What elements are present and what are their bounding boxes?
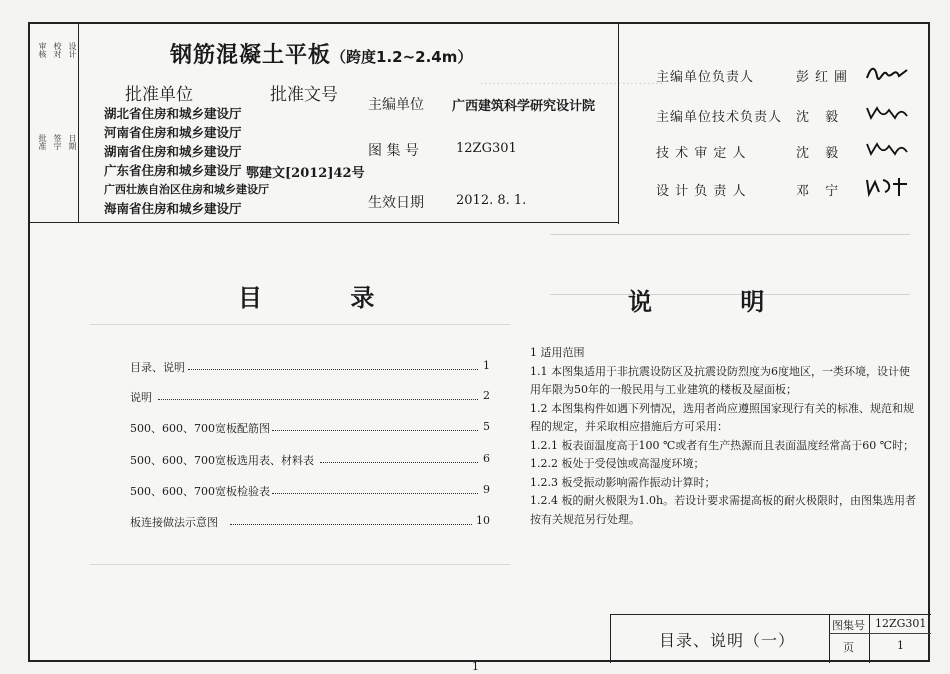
department: 湖南省住房和城乡建设厅: [104, 144, 242, 159]
toc-item[interactable]: [130, 483, 490, 499]
toc-item-page: 1: [483, 359, 490, 372]
signature-icon: [863, 102, 911, 124]
responsible-role: 主编单位技术负责人: [656, 110, 783, 125]
description-paragraph: 1.2.3 板受振动影响需作振动计算时；: [530, 475, 716, 489]
department: 河南省住房和城乡建设厅: [104, 125, 242, 140]
toc-item-label: 说明: [130, 391, 152, 404]
department: 广东省住房和城乡建设厅: [104, 163, 242, 178]
responsible-role: 主编单位负责人: [656, 70, 755, 85]
description-paragraph: 1.2.4 板的耐火极限为1.0h。若设计要求需提高板的耐火极限时，由图集选用者按有关规范另行处理。: [530, 494, 917, 526]
description-paragraph: 1.2 本图集构件如遇下列情况，选用者尚应遵照国家现行有关的标准、规范和规程的规定，并采取相应措施后方可采用：: [530, 401, 914, 433]
atlas-label: 图集号: [832, 619, 865, 632]
toc-item[interactable]: [130, 452, 490, 468]
title-span: （跨度1.2~2.4m）: [331, 48, 473, 66]
ghost-rule: [550, 234, 910, 235]
department: 海南省住房和城乡建设厅: [104, 201, 242, 216]
toc-item-page: 9: [483, 483, 490, 496]
stamp-cell: 审核: [38, 42, 47, 58]
description-paragraph: 1 适用范围: [530, 346, 585, 359]
approval-doc-number: 鄂建文[2012]42号: [246, 166, 365, 181]
stamp-cell: 批准: [38, 134, 47, 150]
toc-item-page: 6: [483, 452, 490, 465]
title-block-divider: [869, 615, 870, 663]
department: 广西壮族自治区住房和城乡建设厅: [104, 183, 269, 196]
responsible-role: 技 术 审 定 人: [656, 146, 747, 161]
toc-leader: [158, 389, 478, 400]
atlas-value: 12ZG301: [875, 617, 927, 630]
toc-item-label: 500、600、700宽板检验表: [130, 485, 270, 498]
page-title: [170, 38, 472, 69]
toc-heading: 目 录: [238, 284, 415, 312]
title-main: 钢筋混凝土平板: [170, 43, 332, 68]
toc-item[interactable]: [130, 514, 490, 530]
signature-icon: [863, 62, 911, 84]
effective-date-label: 生效日期: [368, 195, 424, 211]
editor-unit-label: 主编单位: [368, 97, 424, 113]
description-paragraph: 1.1 本图集适用于非抗震设防区及抗震设防烈度为6度地区，一类环境，设计使用年限为50年的一般民用与工业建筑的楼板及屋面板；: [530, 364, 910, 396]
responsible-name: 沈 毅: [796, 146, 845, 161]
toc-item[interactable]: [130, 389, 490, 405]
title-block-rule: [829, 633, 931, 634]
ghost-text: ············································: [480, 79, 664, 90]
stamp-column: [30, 24, 78, 224]
toc-leader: [272, 483, 478, 494]
effective-date-value: 2012. 8. 1.: [456, 193, 527, 208]
toc-leader: [272, 420, 478, 431]
header-bottom-rule: [30, 222, 618, 223]
toc-item-label: 目录、说明: [130, 361, 185, 374]
atlas-no-label: 图 集 号: [368, 143, 419, 159]
signature-icon: [863, 138, 911, 160]
responsible-name: 邓 宁: [796, 184, 845, 199]
stamp-cell: 签字: [53, 134, 62, 150]
footer-page-number: 1: [472, 660, 479, 673]
toc-item-label: 板连接做法示意图: [130, 516, 218, 529]
toc-item-label: 500、600、700宽板配筋图: [130, 422, 270, 435]
signature-icon: [863, 176, 911, 198]
description-paragraph: 1.2.1 板表面温度高于100 ℃或者有生产热源而且表面温度经常高于60 ℃时；: [530, 438, 915, 452]
toc-leader: [230, 514, 472, 525]
atlas-no-value: 12ZG301: [456, 141, 517, 156]
description-paragraph: 1.2.2 板处于受侵蚀或高湿度环境；: [530, 457, 705, 470]
ghost-rule: [90, 564, 510, 565]
toc-item[interactable]: [130, 420, 490, 436]
stamp-cell: 设计: [68, 42, 77, 58]
page-value: 1: [897, 639, 904, 652]
stamp-cell: 日期: [68, 134, 77, 150]
toc-item[interactable]: [130, 359, 490, 375]
toc-leader: [320, 452, 478, 463]
title-block: [610, 614, 931, 663]
responsible-name: 彭红圃: [796, 70, 854, 85]
stamp-column-border: [78, 24, 79, 222]
approval-unit-header: 批准单位: [125, 85, 193, 105]
editor-unit-value: 广西建筑科学研究设计院: [452, 99, 596, 114]
ghost-rule: [90, 324, 510, 325]
responsibles-border: [618, 24, 619, 224]
toc-item-page: 10: [476, 514, 490, 527]
approval-doc-header: 批准文号: [270, 85, 338, 105]
description-heading: 说 明: [628, 288, 805, 316]
description-body: [530, 344, 920, 529]
page-label: 页: [843, 641, 854, 654]
title-block-divider: [829, 615, 830, 663]
toc-item-page: 2: [483, 389, 490, 402]
toc-item-label: 500、600、700宽板选用表、材料表: [130, 454, 314, 467]
responsible-name: 沈 毅: [796, 110, 845, 125]
approval-departments: [104, 104, 269, 218]
department: 湖北省住房和城乡建设厅: [104, 106, 242, 121]
sheet-title: 目录、说明（一）: [659, 631, 796, 650]
stamp-cell: 校对: [53, 42, 62, 58]
toc-item-page: 5: [483, 420, 490, 433]
toc-leader: [188, 359, 478, 370]
drawing-sheet: [28, 22, 930, 662]
responsible-role: 设 计 负 责 人: [656, 184, 747, 199]
